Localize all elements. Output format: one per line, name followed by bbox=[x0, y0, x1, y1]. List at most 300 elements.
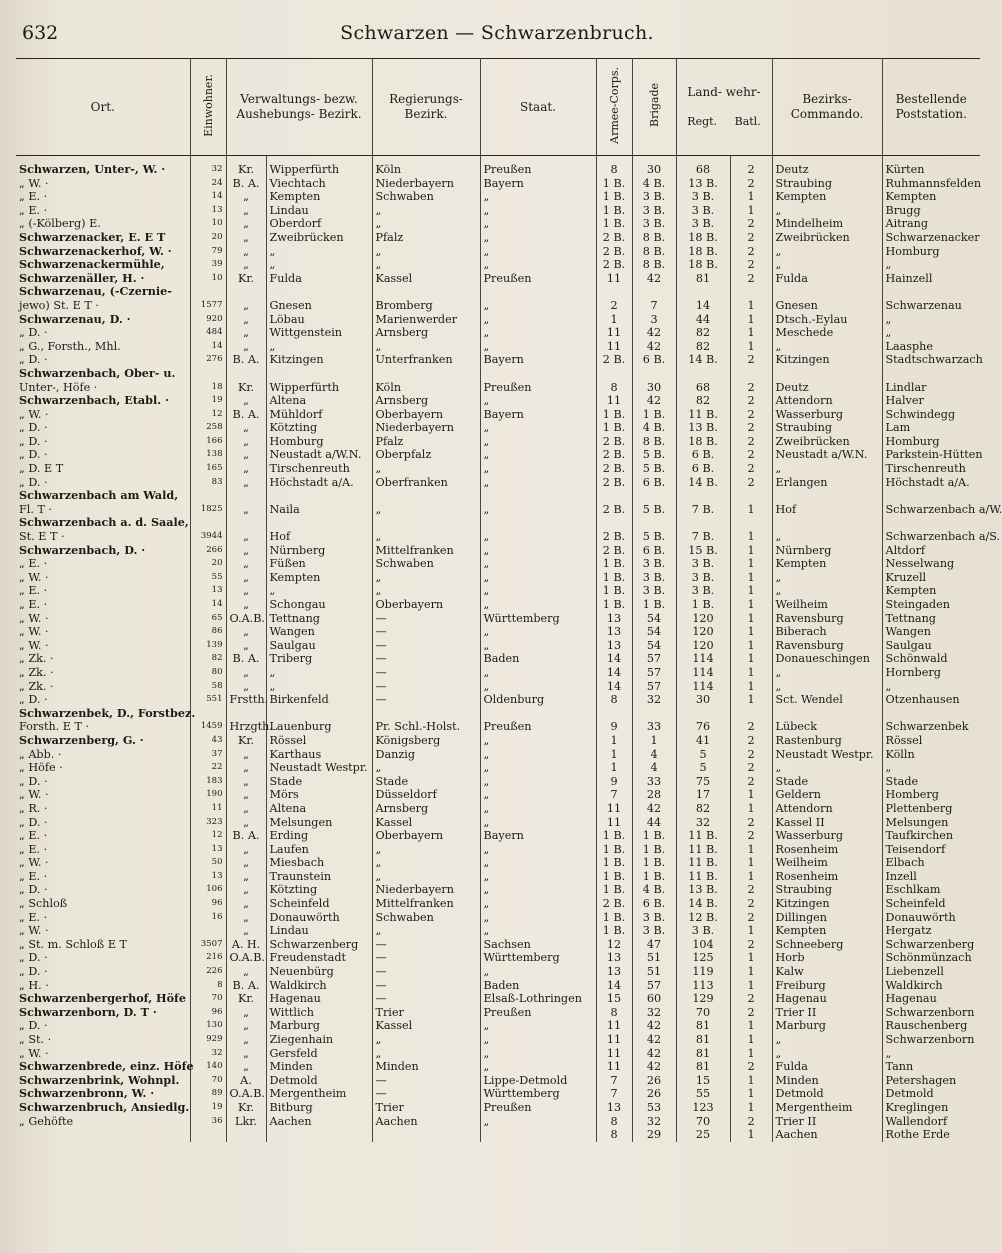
cell-batl: 1 bbox=[730, 693, 772, 707]
cell-ort: Schwarzenbach a. d. Saale, bbox=[16, 516, 190, 530]
cell-staat bbox=[480, 367, 596, 381]
table-row bbox=[16, 992, 980, 1006]
cell-regierung: „ bbox=[372, 924, 480, 938]
cell-einwohner bbox=[190, 285, 226, 299]
cell-verwaltung-typ: O.A.B. bbox=[226, 612, 266, 626]
cell-bezirks: „ bbox=[772, 680, 882, 694]
cell-regt: 30 bbox=[676, 693, 730, 707]
cell-einwohner: 13 bbox=[190, 204, 226, 218]
cell-regt: 11 B. bbox=[676, 408, 730, 422]
cell-ort: „ St. · bbox=[16, 1033, 190, 1047]
cell-ort: „ E. · bbox=[16, 870, 190, 884]
cell-staat: „ bbox=[480, 1033, 596, 1047]
cell-regt: 120 bbox=[676, 625, 730, 639]
cell-verwaltung-typ: „ bbox=[226, 816, 266, 830]
cell-batl: 1 bbox=[730, 979, 772, 993]
cell-brigade: 54 bbox=[632, 612, 676, 626]
cell-ort bbox=[16, 1128, 190, 1142]
table-header-row bbox=[16, 59, 980, 156]
header-landwehr-label: Land- wehr- bbox=[687, 85, 761, 99]
cell-bezirks: Nürnberg bbox=[772, 544, 882, 558]
cell-bezirks: Kitzingen bbox=[772, 353, 882, 367]
cell-regt: 68 bbox=[676, 156, 730, 177]
cell-brigade: 30 bbox=[632, 156, 676, 177]
cell-regt: 5 bbox=[676, 761, 730, 775]
cell-verwaltung-typ bbox=[226, 285, 266, 299]
cell-ort: „ (-Kölberg) E. bbox=[16, 217, 190, 231]
table-row bbox=[16, 965, 980, 979]
cell-batl: 2 bbox=[730, 476, 772, 490]
cell-batl: 2 bbox=[730, 816, 772, 830]
cell-brigade: 3 B. bbox=[632, 190, 676, 204]
cell-verwaltung-typ: Lkr. bbox=[226, 1115, 266, 1129]
cell-ort: Schwarzenacker, E. E T bbox=[16, 231, 190, 245]
table-row bbox=[16, 544, 980, 558]
cell-ort: „ D. · bbox=[16, 965, 190, 979]
cell-brigade: 5 B. bbox=[632, 448, 676, 462]
cell-batl: 1 bbox=[730, 666, 772, 680]
cell-brigade: 29 bbox=[632, 1128, 676, 1142]
cell-regierung: „ bbox=[372, 843, 480, 857]
cell-bezirks: „ bbox=[772, 584, 882, 598]
cell-staat: Bayern bbox=[480, 408, 596, 422]
cell-ort: Schwarzenbruch, Ansiedlg. bbox=[16, 1101, 190, 1115]
cell-bezirks: Neustadt a/W.N. bbox=[772, 448, 882, 462]
cell-verwaltung-bezirk: Fulda bbox=[266, 272, 372, 286]
cell-regt: 25 bbox=[676, 1128, 730, 1142]
cell-regierung: Oberpfalz bbox=[372, 448, 480, 462]
cell-batl: 1 bbox=[730, 340, 772, 354]
cell-verwaltung-bezirk: Mörs bbox=[266, 788, 372, 802]
cell-staat: Lippe-Detmold bbox=[480, 1074, 596, 1088]
cell-verwaltung-bezirk: „ bbox=[266, 340, 372, 354]
cell-brigade: 8 B. bbox=[632, 231, 676, 245]
cell-batl: 1 bbox=[730, 625, 772, 639]
cell-staat: „ bbox=[480, 394, 596, 408]
cell-staat: Baden bbox=[480, 979, 596, 993]
cell-ort: jewo) St. E T · bbox=[16, 299, 190, 313]
cell-verwaltung-bezirk bbox=[266, 516, 372, 530]
header-regt: Regt. bbox=[687, 115, 718, 128]
cell-bezirks bbox=[772, 285, 882, 299]
cell-armee: 1 bbox=[596, 748, 632, 762]
table-row bbox=[16, 258, 980, 272]
cell-batl: 2 bbox=[730, 938, 772, 952]
cell-regierung: „ bbox=[372, 462, 480, 476]
cell-batl: 1 bbox=[730, 788, 772, 802]
cell-einwohner: 10 bbox=[190, 272, 226, 286]
cell-bezirks: Erlangen bbox=[772, 476, 882, 490]
cell-regt: 3 B. bbox=[676, 204, 730, 218]
cell-bestell: Ruhmannsfelden bbox=[885, 176, 982, 190]
cell-bestell: Schwarzenberg bbox=[885, 937, 975, 951]
cell-regt: 120 bbox=[676, 612, 730, 626]
cell-verwaltung-typ: „ bbox=[226, 843, 266, 857]
cell-ort: „ W. · bbox=[16, 1047, 190, 1061]
cell-armee bbox=[596, 489, 632, 503]
cell-einwohner: 70 bbox=[190, 992, 226, 1006]
cell-ort: Schwarzen, Unter-, W. · bbox=[16, 156, 190, 177]
cell-verwaltung-bezirk bbox=[266, 367, 372, 381]
table-row bbox=[16, 734, 980, 748]
cell-brigade: 57 bbox=[632, 680, 676, 694]
cell-regierung: Arnsberg bbox=[372, 802, 480, 816]
cell-brigade: 42 bbox=[632, 1047, 676, 1061]
table-row bbox=[16, 802, 980, 816]
cell-bezirks: Weilheim bbox=[772, 856, 882, 870]
cell-batl: 2 bbox=[730, 1115, 772, 1129]
cell-bezirks: Meschede bbox=[772, 326, 882, 340]
cell-batl: 1 bbox=[730, 1087, 772, 1101]
cell-regt: 13 B. bbox=[676, 177, 730, 191]
cell-regt bbox=[676, 285, 730, 299]
cell-bestell: Melsungen bbox=[885, 815, 949, 829]
cell-ort: „ W. · bbox=[16, 788, 190, 802]
table-row bbox=[16, 816, 980, 830]
table-row bbox=[16, 938, 980, 952]
cell-brigade: 6 B. bbox=[632, 544, 676, 558]
cell-verwaltung-typ: „ bbox=[226, 883, 266, 897]
table-row bbox=[16, 1060, 980, 1074]
cell-bestell: Inzell bbox=[885, 869, 917, 883]
cell-bezirks: Gnesen bbox=[772, 299, 882, 313]
cell-staat: „ bbox=[480, 557, 596, 571]
cell-verwaltung-bezirk bbox=[266, 285, 372, 299]
cell-verwaltung-typ: „ bbox=[226, 965, 266, 979]
cell-brigade: 6 B. bbox=[632, 897, 676, 911]
cell-brigade: 1 bbox=[632, 734, 676, 748]
cell-batl: 2 bbox=[730, 734, 772, 748]
cell-einwohner bbox=[190, 367, 226, 381]
cell-regt: 12 B. bbox=[676, 911, 730, 925]
cell-ort: Schwarzenau, (-Czernie- bbox=[16, 285, 190, 299]
cell-einwohner: 551 bbox=[190, 693, 226, 707]
cell-verwaltung-typ: „ bbox=[226, 503, 266, 517]
cell-brigade bbox=[632, 489, 676, 503]
cell-batl: 2 bbox=[730, 435, 772, 449]
cell-staat: „ bbox=[480, 530, 596, 544]
cell-armee: 1 bbox=[596, 761, 632, 775]
cell-batl: 2 bbox=[730, 177, 772, 191]
cell-bestell: Schönwald bbox=[885, 652, 948, 666]
cell-armee: 11 bbox=[596, 1019, 632, 1033]
cell-bezirks: Kempten bbox=[772, 924, 882, 938]
cell-verwaltung-typ bbox=[226, 707, 266, 721]
table-row bbox=[16, 652, 980, 666]
cell-brigade: 5 B. bbox=[632, 503, 676, 517]
cell-verwaltung-bezirk: Miesbach bbox=[266, 856, 372, 870]
cell-bestell: Donauwörth bbox=[885, 910, 956, 924]
cell-verwaltung-bezirk: Kempten bbox=[266, 190, 372, 204]
cell-einwohner: 3944 bbox=[190, 530, 226, 544]
cell-batl: 2 bbox=[730, 1006, 772, 1020]
cell-batl: 2 bbox=[730, 217, 772, 231]
cell-batl: 1 bbox=[730, 856, 772, 870]
table-row bbox=[16, 557, 980, 571]
cell-brigade: 32 bbox=[632, 1006, 676, 1020]
cell-regierung: Mittelfranken bbox=[372, 897, 480, 911]
table-row bbox=[16, 788, 980, 802]
cell-batl: 2 bbox=[730, 448, 772, 462]
cell-regierung: Unterfranken bbox=[372, 353, 480, 367]
cell-regierung: — bbox=[372, 979, 480, 993]
cell-staat: „ bbox=[480, 788, 596, 802]
cell-bestell: Eschlkam bbox=[885, 883, 941, 897]
cell-regt: 11 B. bbox=[676, 856, 730, 870]
cell-regt bbox=[676, 367, 730, 381]
cell-batl: 2 bbox=[730, 394, 772, 408]
header-ort: Ort. bbox=[16, 59, 190, 156]
cell-bestell: Rössel bbox=[885, 733, 923, 747]
cell-einwohner bbox=[190, 516, 226, 530]
cell-regt: 70 bbox=[676, 1006, 730, 1020]
cell-bezirks: Straubing bbox=[772, 177, 882, 191]
cell-bezirks: „ bbox=[772, 1047, 882, 1061]
cell-regt: 82 bbox=[676, 802, 730, 816]
cell-batl: 2 bbox=[730, 761, 772, 775]
table-row bbox=[16, 353, 980, 367]
cell-staat: „ bbox=[480, 421, 596, 435]
cell-einwohner: 20 bbox=[190, 231, 226, 245]
cell-batl: 1 bbox=[730, 965, 772, 979]
cell-brigade: 4 B. bbox=[632, 883, 676, 897]
cell-ort: Fl. T · bbox=[16, 503, 190, 517]
cell-staat: „ bbox=[480, 204, 596, 218]
table-row bbox=[16, 408, 980, 422]
cell-armee: 13 bbox=[596, 612, 632, 626]
cell-ort: „ W. · bbox=[16, 408, 190, 422]
cell-brigade: 3 B. bbox=[632, 204, 676, 218]
cell-staat: „ bbox=[480, 924, 596, 938]
cell-bestell: Homburg bbox=[885, 434, 940, 448]
cell-verwaltung-typ: „ bbox=[226, 313, 266, 327]
cell-armee: 8 bbox=[596, 693, 632, 707]
cell-staat: „ bbox=[480, 503, 596, 517]
cell-armee: 11 bbox=[596, 340, 632, 354]
cell-ort: „ W. · bbox=[16, 924, 190, 938]
cell-einwohner: 36 bbox=[190, 1115, 226, 1129]
cell-regierung: „ bbox=[372, 340, 480, 354]
cell-einwohner: 13 bbox=[190, 584, 226, 598]
cell-armee: 14 bbox=[596, 652, 632, 666]
cell-regt: 68 bbox=[676, 381, 730, 395]
cell-verwaltung-bezirk: „ bbox=[266, 680, 372, 694]
cell-ort: Unter-, Höfe · bbox=[16, 381, 190, 395]
header-staat: Staat. bbox=[480, 59, 596, 156]
cell-bezirks: „ bbox=[772, 1033, 882, 1047]
cell-einwohner: 1459 bbox=[190, 720, 226, 734]
cell-verwaltung-typ: „ bbox=[226, 421, 266, 435]
cell-verwaltung-typ: „ bbox=[226, 924, 266, 938]
cell-verwaltung-bezirk: Löbau bbox=[266, 313, 372, 327]
table-row bbox=[16, 1074, 980, 1088]
cell-brigade: 42 bbox=[632, 1060, 676, 1074]
cell-regierung: — bbox=[372, 625, 480, 639]
cell-regt: 14 B. bbox=[676, 897, 730, 911]
cell-bezirks bbox=[772, 516, 882, 530]
cell-verwaltung-bezirk: Wipperfürth bbox=[266, 381, 372, 395]
cell-ort: „ R. · bbox=[16, 802, 190, 816]
cell-batl: 2 bbox=[730, 1060, 772, 1074]
cell-verwaltung-bezirk: Lindau bbox=[266, 924, 372, 938]
cell-bestell: Höchstadt a/A. bbox=[885, 475, 970, 489]
cell-verwaltung-typ: „ bbox=[226, 666, 266, 680]
cell-brigade bbox=[632, 707, 676, 721]
cell-einwohner: 266 bbox=[190, 544, 226, 558]
cell-batl: 1 bbox=[730, 1128, 772, 1142]
cell-verwaltung-bezirk: Donauwörth bbox=[266, 911, 372, 925]
cell-armee: 8 bbox=[596, 1128, 632, 1142]
cell-staat: „ bbox=[480, 571, 596, 585]
cell-verwaltung-bezirk: Scheinfeld bbox=[266, 897, 372, 911]
cell-bezirks: Deutz bbox=[772, 156, 882, 177]
cell-regierung: — bbox=[372, 1087, 480, 1101]
cell-verwaltung-bezirk: Naila bbox=[266, 503, 372, 517]
cell-ort: „ W. · bbox=[16, 177, 190, 191]
cell-verwaltung-bezirk: „ bbox=[266, 245, 372, 259]
cell-bestell: Aitrang bbox=[885, 217, 929, 231]
table-row bbox=[16, 979, 980, 993]
table-row bbox=[16, 1006, 980, 1020]
cell-regierung: Schwaben bbox=[372, 557, 480, 571]
header-verwaltung: Verwaltungs- bezw. Aushebungs- Bezirk. bbox=[226, 59, 372, 156]
cell-verwaltung-bezirk: Schongau bbox=[266, 598, 372, 612]
cell-verwaltung-typ: „ bbox=[226, 299, 266, 313]
cell-staat: „ bbox=[480, 1019, 596, 1033]
cell-ort: „ D. · bbox=[16, 951, 190, 965]
cell-batl: 2 bbox=[730, 911, 772, 925]
cell-ort: „ D. · bbox=[16, 421, 190, 435]
cell-armee: 8 bbox=[596, 1006, 632, 1020]
cell-verwaltung-bezirk bbox=[266, 489, 372, 503]
cell-verwaltung-typ: „ bbox=[226, 870, 266, 884]
cell-ort: „ E. · bbox=[16, 204, 190, 218]
header-bestell: Bestellende Poststation. bbox=[882, 59, 980, 156]
table-row bbox=[16, 1033, 980, 1047]
cell-verwaltung-typ: „ bbox=[226, 231, 266, 245]
cell-bestell: Kruzell bbox=[885, 570, 927, 584]
table-row bbox=[16, 245, 980, 259]
cell-bezirks: Kempten bbox=[772, 557, 882, 571]
cell-verwaltung-typ: „ bbox=[226, 788, 266, 802]
cell-einwohner: 10 bbox=[190, 217, 226, 231]
cell-batl: 1 bbox=[730, 1019, 772, 1033]
cell-regierung: — bbox=[372, 965, 480, 979]
cell-einwohner: 323 bbox=[190, 816, 226, 830]
cell-armee: 9 bbox=[596, 720, 632, 734]
cell-bezirks: Aachen bbox=[772, 1128, 882, 1142]
cell-verwaltung-bezirk: „ bbox=[266, 666, 372, 680]
cell-brigade: 57 bbox=[632, 652, 676, 666]
table-row bbox=[16, 680, 980, 694]
cell-bezirks: Geldern bbox=[772, 788, 882, 802]
cell-regierung: „ bbox=[372, 204, 480, 218]
cell-verwaltung-bezirk: Erding bbox=[266, 829, 372, 843]
cell-regierung: Königsberg bbox=[372, 734, 480, 748]
cell-bestell: Homburg bbox=[885, 244, 940, 258]
cell-batl: 1 bbox=[730, 924, 772, 938]
cell-einwohner: 138 bbox=[190, 448, 226, 462]
cell-armee: 1 bbox=[596, 313, 632, 327]
cell-verwaltung-typ: B. A. bbox=[226, 829, 266, 843]
cell-verwaltung-typ: A. H. bbox=[226, 938, 266, 952]
cell-regierung: — bbox=[372, 1074, 480, 1088]
cell-regt: 18 B. bbox=[676, 231, 730, 245]
cell-armee: 2 B. bbox=[596, 503, 632, 517]
cell-bestell: Tann bbox=[885, 1060, 914, 1074]
table-row bbox=[16, 843, 980, 857]
cell-regt: 3 B. bbox=[676, 217, 730, 231]
cell-armee: 13 bbox=[596, 1101, 632, 1115]
cell-brigade: 8 B. bbox=[632, 245, 676, 259]
cell-ort: Schwarzenackermühle, bbox=[16, 258, 190, 272]
cell-armee: 11 bbox=[596, 802, 632, 816]
cell-batl: 1 bbox=[730, 612, 772, 626]
cell-regt: 119 bbox=[676, 965, 730, 979]
cell-batl bbox=[730, 707, 772, 721]
cell-bestell: Teisendorf bbox=[885, 842, 946, 856]
cell-staat: Bayern bbox=[480, 829, 596, 843]
cell-bezirks: Minden bbox=[772, 1074, 882, 1088]
cell-einwohner: 65 bbox=[190, 612, 226, 626]
cell-bestell: Schwindegg bbox=[885, 407, 956, 421]
cell-armee: 2 B. bbox=[596, 258, 632, 272]
cell-verwaltung-typ: O.A.B. bbox=[226, 951, 266, 965]
cell-brigade: 28 bbox=[632, 788, 676, 802]
cell-verwaltung-typ bbox=[226, 489, 266, 503]
cell-bezirks: „ bbox=[772, 530, 882, 544]
cell-armee: 2 B. bbox=[596, 448, 632, 462]
cell-bezirks: Lübeck bbox=[772, 720, 882, 734]
cell-einwohner: 8 bbox=[190, 979, 226, 993]
cell-staat: „ bbox=[480, 639, 596, 653]
cell-bestell: Homberg bbox=[885, 788, 939, 802]
cell-bezirks: Attendorn bbox=[772, 394, 882, 408]
table-row bbox=[16, 924, 980, 938]
cell-bestell: Nesselwang bbox=[885, 557, 955, 571]
cell-bestell: Stadtschwarzach bbox=[885, 353, 983, 367]
cell-bestell: Hainzell bbox=[885, 271, 933, 285]
table-row bbox=[16, 272, 980, 286]
cell-verwaltung-typ: Kr. bbox=[226, 272, 266, 286]
table-row bbox=[16, 435, 980, 449]
header-landwehr bbox=[676, 59, 772, 156]
cell-regierung bbox=[372, 285, 480, 299]
cell-staat: „ bbox=[480, 217, 596, 231]
cell-bezirks: „ bbox=[772, 245, 882, 259]
cell-verwaltung-typ: „ bbox=[226, 625, 266, 639]
cell-bezirks: Neustadt Westpr. bbox=[772, 748, 882, 762]
cell-bezirks: Fulda bbox=[772, 1060, 882, 1074]
cell-armee: 11 bbox=[596, 1033, 632, 1047]
cell-bestell: „ bbox=[885, 679, 892, 693]
cell-brigade: 3 B. bbox=[632, 557, 676, 571]
cell-ort: „ Schloß bbox=[16, 897, 190, 911]
cell-regierung: Pr. Schl.-Holst. bbox=[372, 720, 480, 734]
cell-armee: 2 B. bbox=[596, 435, 632, 449]
cell-brigade: 26 bbox=[632, 1074, 676, 1088]
cell-brigade: 1 B. bbox=[632, 856, 676, 870]
cell-batl: 1 bbox=[730, 557, 772, 571]
cell-verwaltung-typ: „ bbox=[226, 1047, 266, 1061]
cell-batl: 1 bbox=[730, 584, 772, 598]
cell-armee: 14 bbox=[596, 979, 632, 993]
cell-bestell: Kölln bbox=[885, 747, 915, 761]
cell-verwaltung-bezirk: Altena bbox=[266, 394, 372, 408]
cell-bezirks: „ bbox=[772, 462, 882, 476]
cell-bezirks: Ravensburg bbox=[772, 612, 882, 626]
cell-einwohner: 19 bbox=[190, 1101, 226, 1115]
